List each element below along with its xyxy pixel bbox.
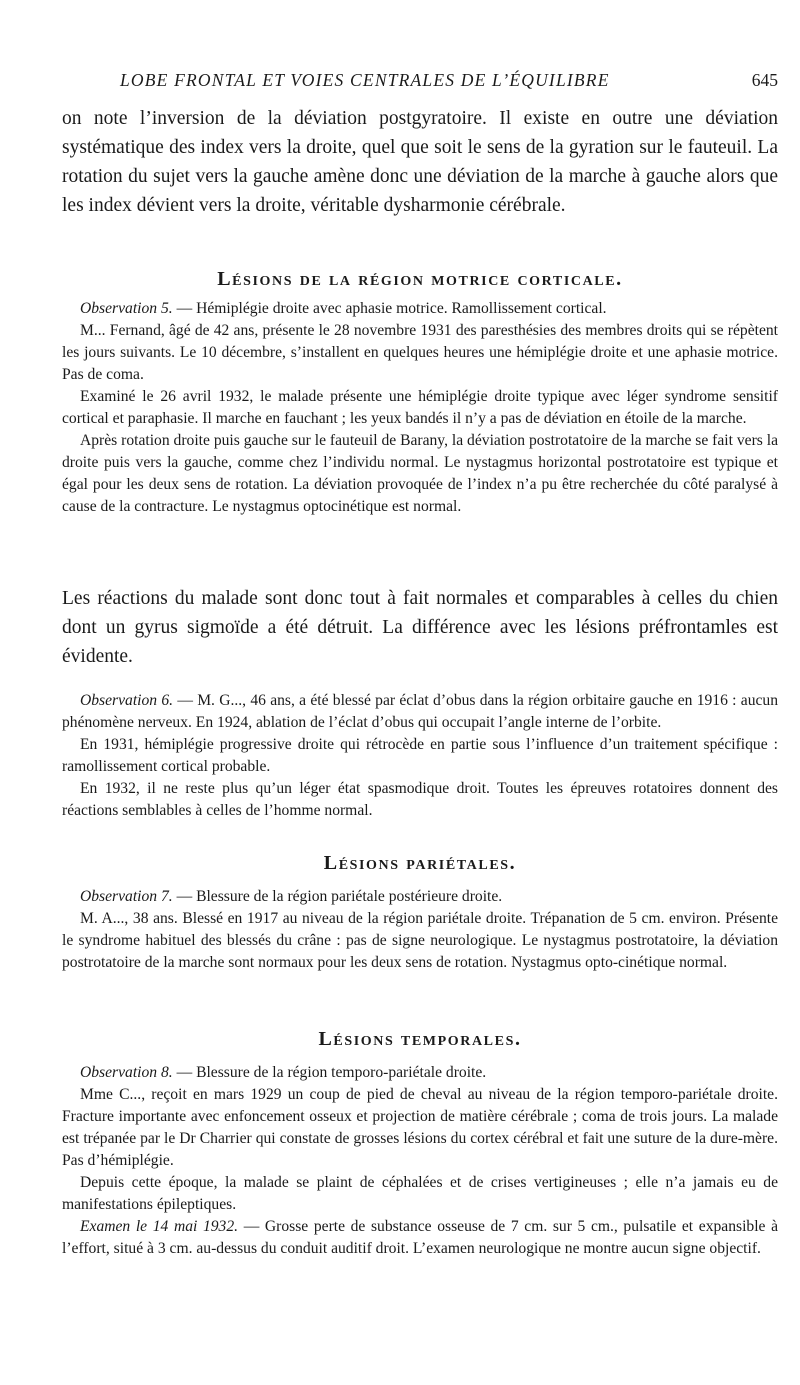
obs5-paragraph-2: Examiné le 26 avril 1932, le malade présente une hémiplégie droite typique avec léger syndrome sensitif cortical et paraphasie. Il marche en fauchant ; les yeux bandés il n’y a pas de déviation en étoile de la marche. (62, 388, 778, 427)
intro-paragraph: on note l’inversion de la déviation postgyratoire. Il existe en outre une déviation systématique des index vers la droite, quel que soit le sens de la gyration sur le fauteuil. La rotation du sujet vers la gauche amène donc une déviation de la marche à gauche alors que les index dévient vers la droite, véritable dysharmonie cérébrale. (62, 108, 778, 216)
obs5-title-line (62, 298, 778, 320)
heading-region-motrice: Lésions de la région motrice corticale. (217, 268, 623, 290)
obs8-label: Observation 8. (80, 1064, 173, 1081)
observation-8 (62, 1062, 778, 1260)
conclusion-paragraph: Les réactions du malade sont donc tout à fait normales et comparables à celles du chien dont un gyrus sigmoïde a été détruit. La différence avec les lésions préfrontamles est évidente. (62, 588, 778, 667)
running-header (62, 70, 778, 92)
obs8-paragraph-3 (62, 1216, 778, 1260)
obs8-paragraph-1: Mme C..., reçoit en mars 1929 un coup de pied de cheval au niveau de la région temporo-pariétale droite. Fracture importante avec enfoncement osseux et projection de matière cérébrale ; coma de trois jours. La malade est trépanée par le Dr Charrier qui constate de grosses lésions du cortex cérébral et fait une suture de la dure-mère. Pas d’hémiplégie. (62, 1086, 778, 1169)
page-number: 645 (751, 70, 778, 90)
obs7-paragraph-1: M. A..., 38 ans. Blessé en 1917 au niveau de la région pariétale droite. Trépanation de 5 cm. environ. Présente le syndrome habituel des blessés du crâne : pas de signe neurologique. Le nystagmus postrotatoire, la déviation postrotatoire de la marche sont normaux pour les deux sens de rotation. Nystagmus opto-cinétique normal. (62, 910, 778, 971)
obs6-paragraph-3: En 1932, il ne reste plus qu’un léger état spasmodique droit. Toutes les épreuves rotatoires donnent des réactions semblables à celles de l’homme normal. (62, 780, 778, 819)
obs8-paragraph-2: Depuis cette époque, la malade se plaint de céphalées et de crises vertigineuses ; elle n’a jamais eu de manifestations épileptiques. (62, 1174, 778, 1213)
running-title: LOBE FRONTAL ET VOIES CENTRALES DE L’ÉQUILIBRE (120, 70, 610, 90)
observation-7 (62, 886, 778, 974)
obs6-label: Observation 6. (80, 692, 174, 709)
obs8-title: — Blessure de la région temporo-pariétale droite. (172, 1064, 487, 1081)
obs8-exam-label: Examen le 14 mai 1932. (80, 1218, 239, 1235)
observation-6 (62, 690, 778, 822)
obs5-label: Observation 5. (80, 300, 173, 317)
obs8-title-line (62, 1062, 778, 1084)
obs5-paragraph-3: Après rotation droite puis gauche sur le fauteuil de Barany, la déviation postrotatoire de la marche se fait vers la droite puis vers la gauche, comme chez l’individu normal. Le nystagmus horizontal postrotatoire est typique et égal pour les deux sens de rotation. La déviation provoquée de l’index n’a pu être recherchée du côté paralysé à cause de la contracture. Le nystagmus optocinétique est normal. (62, 432, 778, 515)
obs6-paragraph-2: En 1931, hémiplégie progressive droite qui rétrocède en partie sous l’influence d’un traitement spécifique : ramollissement cortical probable. (62, 736, 778, 775)
obs7-title: — Blessure de la région pariétale postérieure droite. (172, 888, 503, 905)
obs8-exam-text: — Grosse perte de substance osseuse de 7 cm. sur 5 cm., pulsatile et expansible à l’effort, situé à 3 cm. au-dessus du conduit auditif droit. L’examen neurologique ne montre aucun signe objectif. (62, 1218, 778, 1257)
obs7-label: Observation 7. (80, 888, 173, 905)
obs7-title-line (62, 886, 778, 908)
heading-lesions-parietales: Lésions pariétales. (323, 852, 517, 874)
obs6-paragraph-1 (62, 690, 778, 734)
obs5-title: — Hémiplégie droite avec aphasie motrice. Ramollissement cortical. (172, 300, 607, 317)
obs6-text-1: — M. G..., 46 ans, a été blessé par éclat d’obus dans la région orbitaire gauche en 1916 : aucun phénomène nerveux. En 1924, ablation de l’éclat d’obus qui occupait l’angle interne de l’orbite. (62, 692, 779, 731)
heading-lesions-temporales: Lésions temporales. (318, 1028, 522, 1050)
obs5-paragraph-1: M... Fernand, âgé de 42 ans, présente le 28 novembre 1931 des paresthésies des membres droits qui se répètent les jours suivants. Le 10 décembre, s’installent en quelques heures une hémiplégie droite et une aphasie motrice. Pas de coma. (62, 322, 778, 383)
observation-5 (62, 298, 778, 518)
